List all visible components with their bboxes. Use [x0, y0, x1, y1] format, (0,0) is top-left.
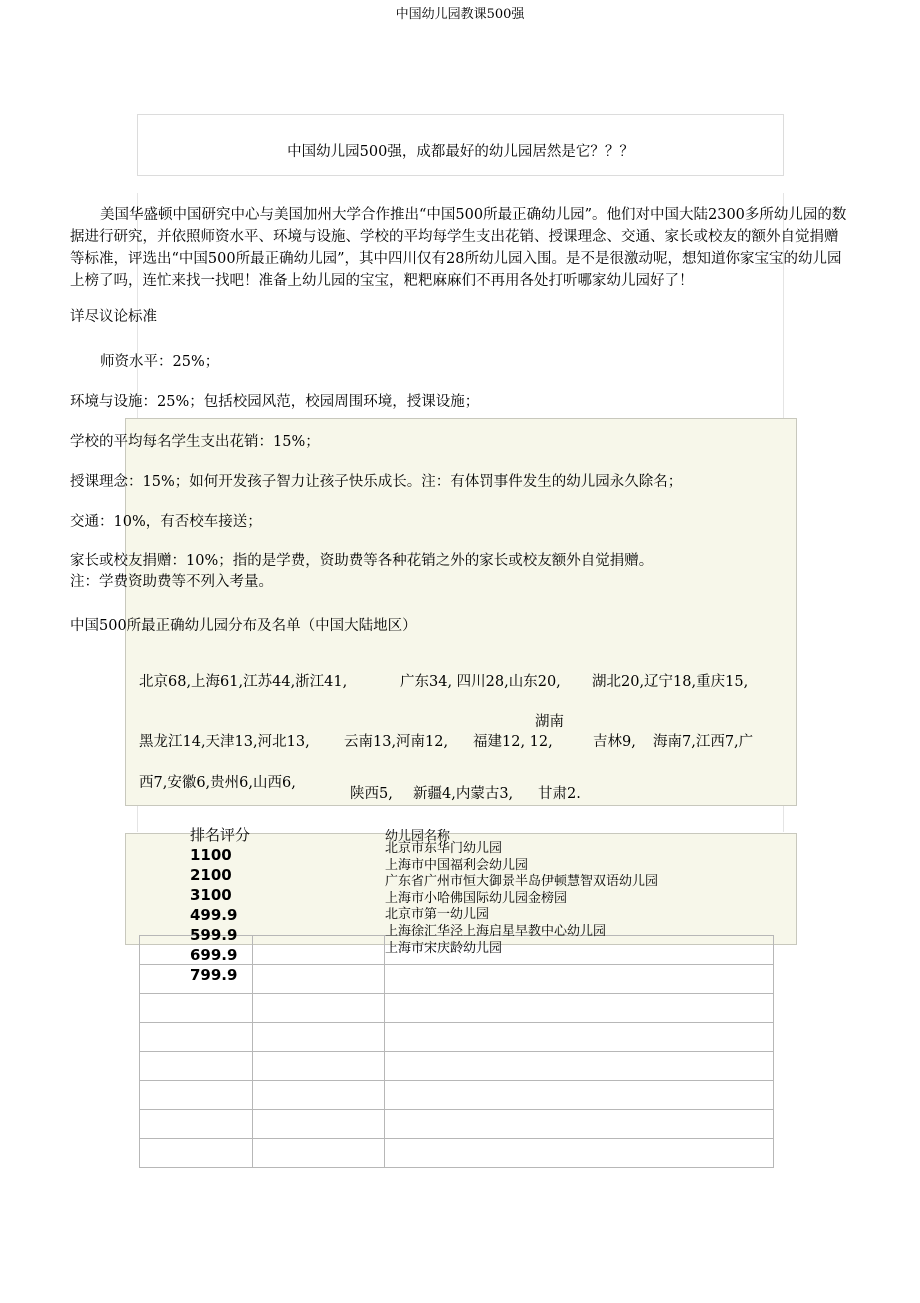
article-headline: 中国幼儿园500强，成都最好的幼儿园居然是它？？？	[287, 144, 634, 160]
rank-score: 699.9	[190, 946, 238, 964]
table-row	[140, 1139, 774, 1168]
distribution-heading: 中国500所最正确幼儿园分布及名单（中国大陆地区）	[70, 618, 417, 634]
kindergarten-name: 上海市中国福利会幼儿园	[385, 858, 529, 873]
page-header: 中国幼儿园教课500强	[395, 7, 525, 22]
kindergarten-name: 北京市第一幼儿园	[385, 907, 490, 922]
distribution-text: 广东34, 四川28,山东20,	[400, 674, 561, 690]
kindergarten-name: 北京市东华门幼儿园	[385, 841, 503, 856]
rank-score: 3100	[190, 886, 232, 904]
distribution-text: 北京68,上海61,江苏44,浙江41,	[139, 674, 348, 690]
kindergarten-name: 上海市小哈佛国际幼儿园金榜园	[385, 891, 568, 906]
rank-score: 499.9	[190, 906, 238, 924]
table-row	[140, 1110, 774, 1139]
table-row	[140, 1081, 774, 1110]
distribution-text: 云南13,河南12,	[344, 734, 449, 750]
kindergarten-name: 上海徐汇华泾上海启星早教中心幼儿园	[385, 924, 607, 939]
rank-column-header: 排名评分	[190, 826, 251, 844]
distribution-text: 湖南	[535, 714, 564, 730]
distribution-text: 湖北20,辽宁18,重庆15,	[592, 674, 749, 690]
table-row	[140, 994, 774, 1023]
criterion-environment: 环境与设施：25%；包括校园风范，校园周围环境，授课设施；	[70, 394, 480, 410]
distribution-text: 新疆4,内蒙古3,	[413, 786, 514, 802]
intro-paragraph: 美国华盛顿中国研究中心与美国加州大学合作推出“中国500所最正确幼儿园”。他们对中国大陆2300多所幼儿园的数据进行研究，并依照师资水平、环境与设施、学校的平均每学生支出花销、授课理念、交通、家长或校友的额外自觉捐赠等标准，评选出“中国500所最正确幼儿园”，其中四川仅有28所幼儿园入围。是不是很激动呢，想知道你家宝宝的幼儿园上榜了吗，连忙来找一找吧！准备上幼儿园的宝宝，粑粑麻麻们不再用各处打听哪家幼儿园好了！	[70, 207, 847, 289]
name-column-header: 幼儿园名称	[385, 829, 451, 844]
table-row	[140, 1052, 774, 1081]
criteria-heading: 详尽议论标准	[70, 309, 157, 325]
rank-score: 1100	[190, 846, 232, 864]
criterion-spending: 学校的平均每名学生支出花销：15%；	[70, 434, 320, 450]
kindergarten-name: 广东省广州市恒大御景半岛伊顿慧智双语幼儿园	[385, 874, 659, 889]
distribution-text: 吉林9,	[593, 734, 636, 750]
distribution-text: 西7,安徽6,贵州6,山西6,	[139, 775, 296, 791]
rank-score: 799.9	[190, 966, 238, 984]
rank-score: 2100	[190, 866, 232, 884]
kindergarten-name: 上海市宋庆龄幼儿园	[385, 941, 503, 956]
table-row	[140, 1023, 774, 1052]
distribution-text: 海南7,江西7,广	[653, 734, 754, 750]
rank-score: 599.9	[190, 926, 238, 944]
criterion-teachers: 师资水平：25%；	[100, 354, 220, 370]
criteria-note: 注：学费资助费等不列入考量。	[70, 574, 273, 590]
criterion-transport: 交通：10%，有否校车接送；	[70, 514, 262, 530]
distribution-text: 陕西5,	[350, 786, 393, 802]
criterion-donation: 家长或校友捐赠：10%；指的是学费，资助费等各种花销之外的家长或校友额外自觉捐赠。	[70, 553, 654, 569]
distribution-text: 福建12, 12,	[473, 734, 553, 750]
distribution-text: 甘肃2.	[538, 786, 581, 802]
distribution-text: 黑龙江14,天津13,河北13,	[139, 734, 310, 750]
criterion-philosophy: 授课理念：15%；如何开发孩子智力让孩子快乐成长。注：有体罚事件发生的幼儿园永久除名；	[70, 474, 683, 490]
